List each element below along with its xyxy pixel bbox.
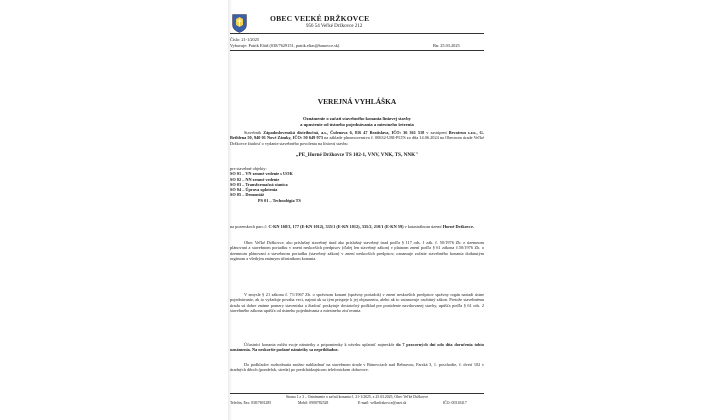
- coat-of-arms-icon: [232, 14, 247, 33]
- office-name: OBEC VEĽKÉ DRŽKOVCE: [270, 14, 370, 23]
- parcel-numbers: C-KN 168/3, 177 (E-KN 1012), 335/1 (E-KN 1012), 335/2, 210/1 (E-KN 59): [268, 224, 404, 229]
- list-item: SO 04 – Úprava oplotenia: [230, 187, 278, 193]
- subtitle-line-1: Oznámenie o začatí stavebného konania líniovej stavby: [303, 116, 411, 121]
- list-item: PS 01 – Technológia TS: [258, 197, 301, 203]
- parties-paragraph: [230, 342, 484, 353]
- document-page: [228, 0, 486, 420]
- page-title: VEREJNÁ VYHLÁŠKA: [317, 97, 397, 106]
- office-address: 956 54 Veľké Držkovce 212: [306, 24, 363, 29]
- header-divider-bottom: [230, 50, 484, 51]
- footer-divider: [230, 393, 484, 394]
- footer-email: E-mail: velkedrzkovce@azet.sk: [358, 401, 407, 405]
- parcels-text-2: v katastrálnom území: [403, 224, 443, 229]
- scan-edge-shade: [228, 0, 232, 420]
- parcels-text-1: na pozemkoch parc.č.: [230, 224, 269, 229]
- contact-person: Vybavuje: Patrik Eliáš (038/7629151, patrik.elias@banovce.sk): [230, 43, 340, 48]
- list-item: SO 02 – NN zemné vedenie: [230, 176, 280, 182]
- footer-phone: Telefón, Fax: 038/7691285: [230, 401, 272, 405]
- project-name: „PE_Horné Držkovce TS 102-1, VNV, VNK, TS, NNK": [295, 152, 419, 158]
- footer-page-info: Strana 1 z 3 – Oznámenie o začatí konania č. 21-1/2025, z 25.03.2025, Obec Veľké Držkovce: [285, 395, 429, 399]
- header-divider: [230, 33, 484, 34]
- footer-ico: IČO: 00310417: [443, 401, 467, 405]
- intro-text-1: Stavebník: [244, 130, 264, 135]
- subtitle-line-2: a upustenie od ústneho pojednávania a miestneho šetrenia: [300, 122, 414, 127]
- intro-paragraph: [230, 130, 484, 146]
- cadastral-area: Horné Držkovce.: [442, 224, 474, 229]
- deadline-text: do 7 pracovných dní odo dňa doručenia tohto oznámenia. Na neskoršie podané námietky sa neprihliadne.: [230, 342, 484, 353]
- footer-mobile: Mobil: 0908782528: [298, 401, 329, 405]
- document-date: Bn: 25.03.2025: [433, 43, 460, 48]
- office-paragraph: Obec Veľké Držkovce, ako príslušný stavebný úrad ako príslušný stavebný úrad podľa § 117 ods. 1 zák. č. 50/1976 Zb. o územnom plánovaní a stavebnom poriadku v znení neskorších predpisov (ďalej len stavebný zákon) v platnom znení podľa § 61 zákona č.50/1976 Zb. o územnom plánovaní a stavebnom poriadku (stavebný zákon) v znení neskorších predpisov, oznamuje začatie stavebného konania dotknutým orgánom a všetkým známym účastníkom konania.: [230, 240, 484, 261]
- documents-paragraph: Do podkladov rozhodnutia možno nahliadnuť na stavebnom úrade v Bánovciach nad Bebravou, Farská 3, 1. poschodie, č. dverí 102 v úradných dňoch (pondelok, streda) po predchádzajúcom telefonickom dohovore.: [230, 362, 484, 373]
- reference-number: Číslo: 21-1/2025: [230, 37, 260, 42]
- objects-intro: pre stavebné objekty:: [230, 166, 267, 171]
- builder-name: Západoslovenská distribučná, a.s., Čulenova 6, 816 47 Bratislava, IČO: 36 361 518: [263, 130, 425, 135]
- parcels-paragraph: [230, 224, 484, 229]
- intro-text-2: v zastúpení: [424, 130, 449, 135]
- list-item: SO 03 – Transformačná stanica: [230, 181, 288, 187]
- parties-text: Účastníci konania môžu svoje námietky a pripomienky k návrhu uplatniť najneskôr: [244, 342, 397, 347]
- list-item: SO 05 – Demontáž: [230, 192, 265, 198]
- law-paragraph: V zmysle § 21 zákona č. 71/1967 Zb. o správnom konaní (správny poriadok) v znení neskorších predpisov správny orgán nariadi ústne pojednávanie, ak to vyžaduje povaha veci, najmä ak sa tým prispeje k jej objasneniu, alebo ak to ustanovuje osobitný zákon. Pretože stavebnému úradu sú dobre známe pomery staveniska a žiadosť poskytuje dostatočný podklad pre posúdenie navrhovanej stavby, upúšťa podľa § 61 ods. 2 stavebného zákona upúšťa od ústneho pojednávania a miestneho zisťovania.: [230, 292, 484, 313]
- list-item: SO 01 – VN zemné vedenie s UOK: [230, 171, 293, 177]
- intro-text-3: na základe plnomocenstva č. 00632-URI-PLTS zo dňa 14.06.2024 na Obecnom úrade Veľké Držkovce žiadosť o vydanie stavebného povolenia na líniovú stavbu: [230, 135, 484, 146]
- objects-list: [230, 166, 430, 203]
- representative-name: Bevatrun s.r.o., G. Bethlena 50, 940 01 Nové Zámky, IČO: 50 649 973: [230, 130, 484, 141]
